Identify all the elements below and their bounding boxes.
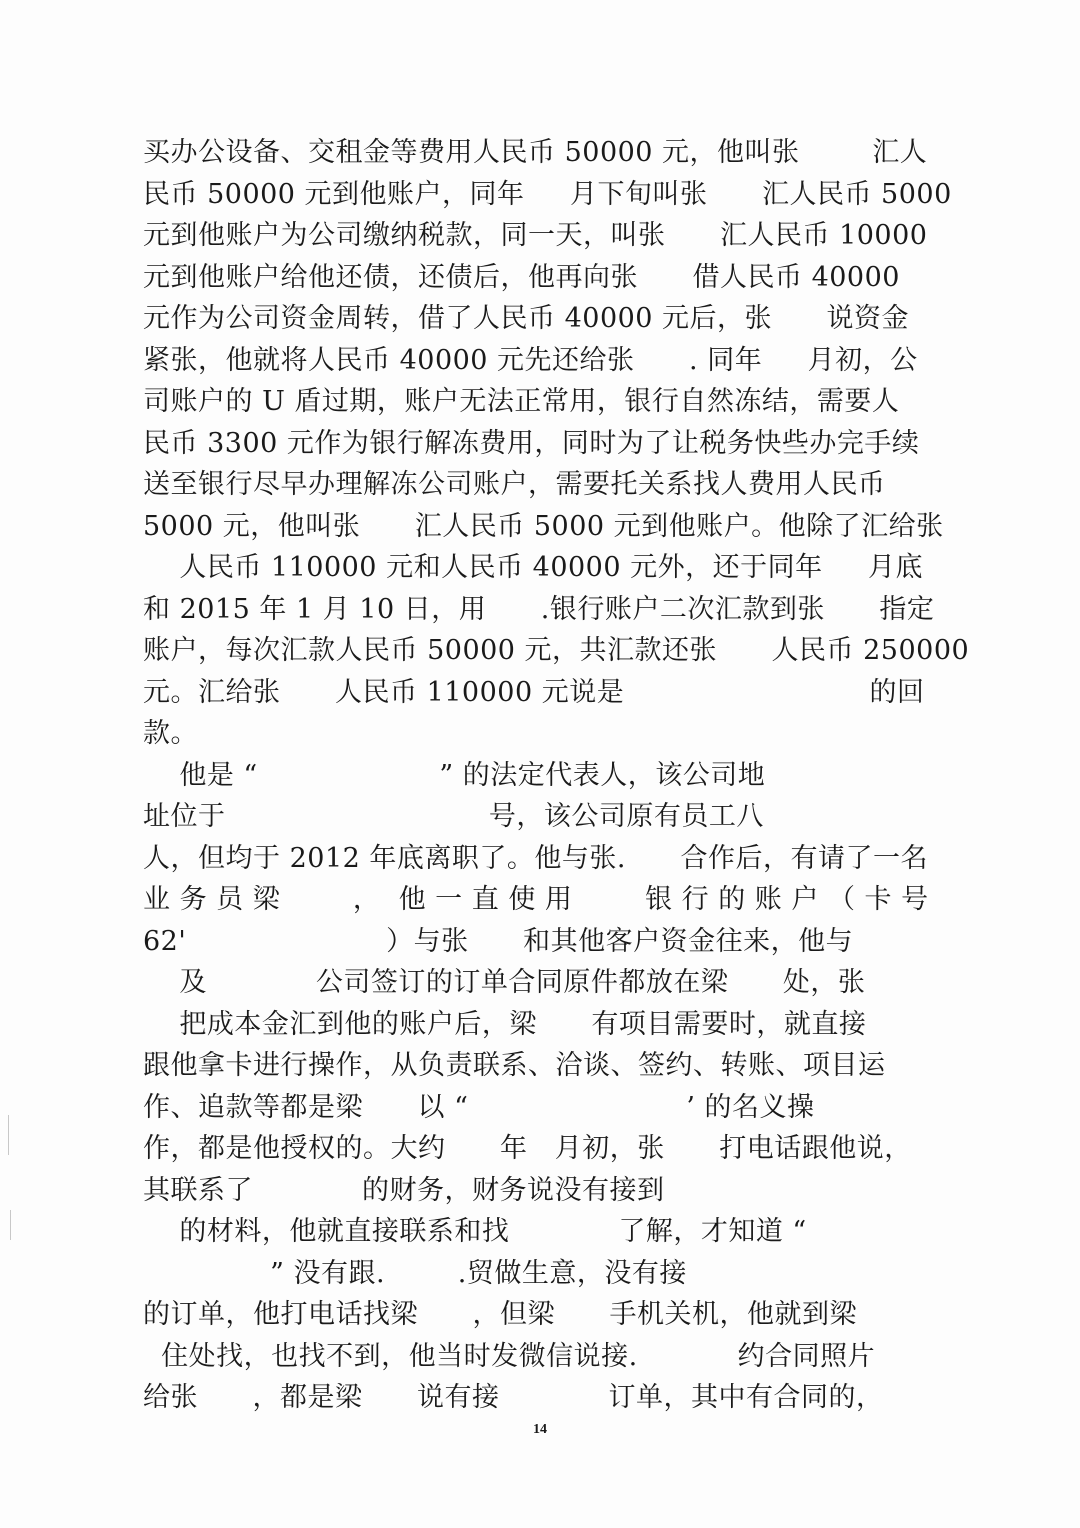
text-line: 住处找，也找不到，他当时发微信说接. 约合同照片	[143, 1340, 876, 1372]
text-line: 人，但均于 2012 年底离职了。他与张. 合作后，有请了一名	[143, 842, 928, 874]
text-line: 元。汇给张 人民币 110000 元说是 的回	[143, 676, 925, 708]
page-number: 14	[533, 1422, 547, 1437]
text-line: 其联系了 的财务，财务说没有接到	[143, 1174, 665, 1206]
text-line: 跟他拿卡进行操作，从负责联系、洽谈、签约、转账、项目运	[143, 1050, 886, 1081]
text-line: 元作为公司资金周转，借了人民币 40000 元后，张 说资金	[143, 303, 910, 334]
text-line: ” 没有跟. .贸做生意，没有接	[143, 1257, 687, 1289]
text-line: 司账户的 U 盾过期，账户无法正常用，银行自然冻结，需要人	[143, 386, 900, 417]
text-line: 业 务 员 梁 ， 他 一 直 使 用 银 行 的 账 户 （ 卡 号	[143, 884, 929, 915]
text-line: 的材料，他就直接联系和找 了解，才知道 “	[143, 1216, 807, 1247]
text-line: 账户，每次汇款人民币 50000 元，共汇款还张 人民币 250000	[143, 635, 970, 666]
scan-edge-mark	[10, 1210, 11, 1240]
text-line: 人民币 110000 元和人民币 40000 元外，还于同年 月底	[143, 552, 924, 583]
text-line: 民币 50000 元到他账户，同年 月下旬叫张 汇人民币 5000	[143, 178, 952, 210]
text-line: 作，都是他授权的。大约 年 月初，张 打电话跟他说，	[143, 1133, 912, 1164]
text-line: 62' ）与张 和其他客户资金往来，他与	[143, 925, 854, 957]
text-line: 址位于 号，该公司原有员工八	[143, 801, 764, 832]
text-line: 和 2015 年 1 月 10 日，用 .银行账户二次汇款到张 指定	[143, 593, 935, 625]
text-line: 元到他账户为公司缴纳税款，同一天，叫张 汇人民币 10000	[143, 220, 928, 251]
text-line: 紧张，他就将人民币 40000 元先还给张 . 同年 月初，公	[143, 344, 918, 376]
text-line: 民币 3300 元作为银行解冻费用，同时为了让税务快些办完手续	[143, 427, 920, 459]
text-line: 送至银行尽早办理解冻公司账户，需要托关系找人费用人民币	[143, 469, 886, 500]
text-line: 款。	[143, 718, 198, 749]
text-line: 5000 元，他叫张 汇人民币 5000 元到他账户。他除了汇给张	[143, 510, 944, 542]
text-line: 及 公司签订的订单合同原件都放在梁 处，张	[143, 967, 866, 998]
text-line: 作、追款等都是梁 以 “ ’ 的名义操	[143, 1091, 815, 1123]
text-line: 的订单，他打电话找梁 ，但梁 手机关机，他就到梁	[143, 1299, 857, 1330]
text-line: 他是 “ ” 的法定代表人，该公司地	[143, 759, 766, 791]
text-line: 元到他账户给他还债，还债后，他再向张 借人民币 40000	[143, 261, 900, 293]
scan-edge-mark	[8, 1115, 9, 1155]
text-line: 把成本金汇到他的账户后，梁 有项目需要时，就直接	[143, 1008, 867, 1040]
text-line: 给张 ，都是梁 说有接 订单，其中有合同的，	[143, 1382, 884, 1413]
body-text	[143, 132, 970, 1419]
text-line: 买办公设备、交租金等费用人民币 50000 元，他叫张 汇人	[143, 137, 928, 168]
